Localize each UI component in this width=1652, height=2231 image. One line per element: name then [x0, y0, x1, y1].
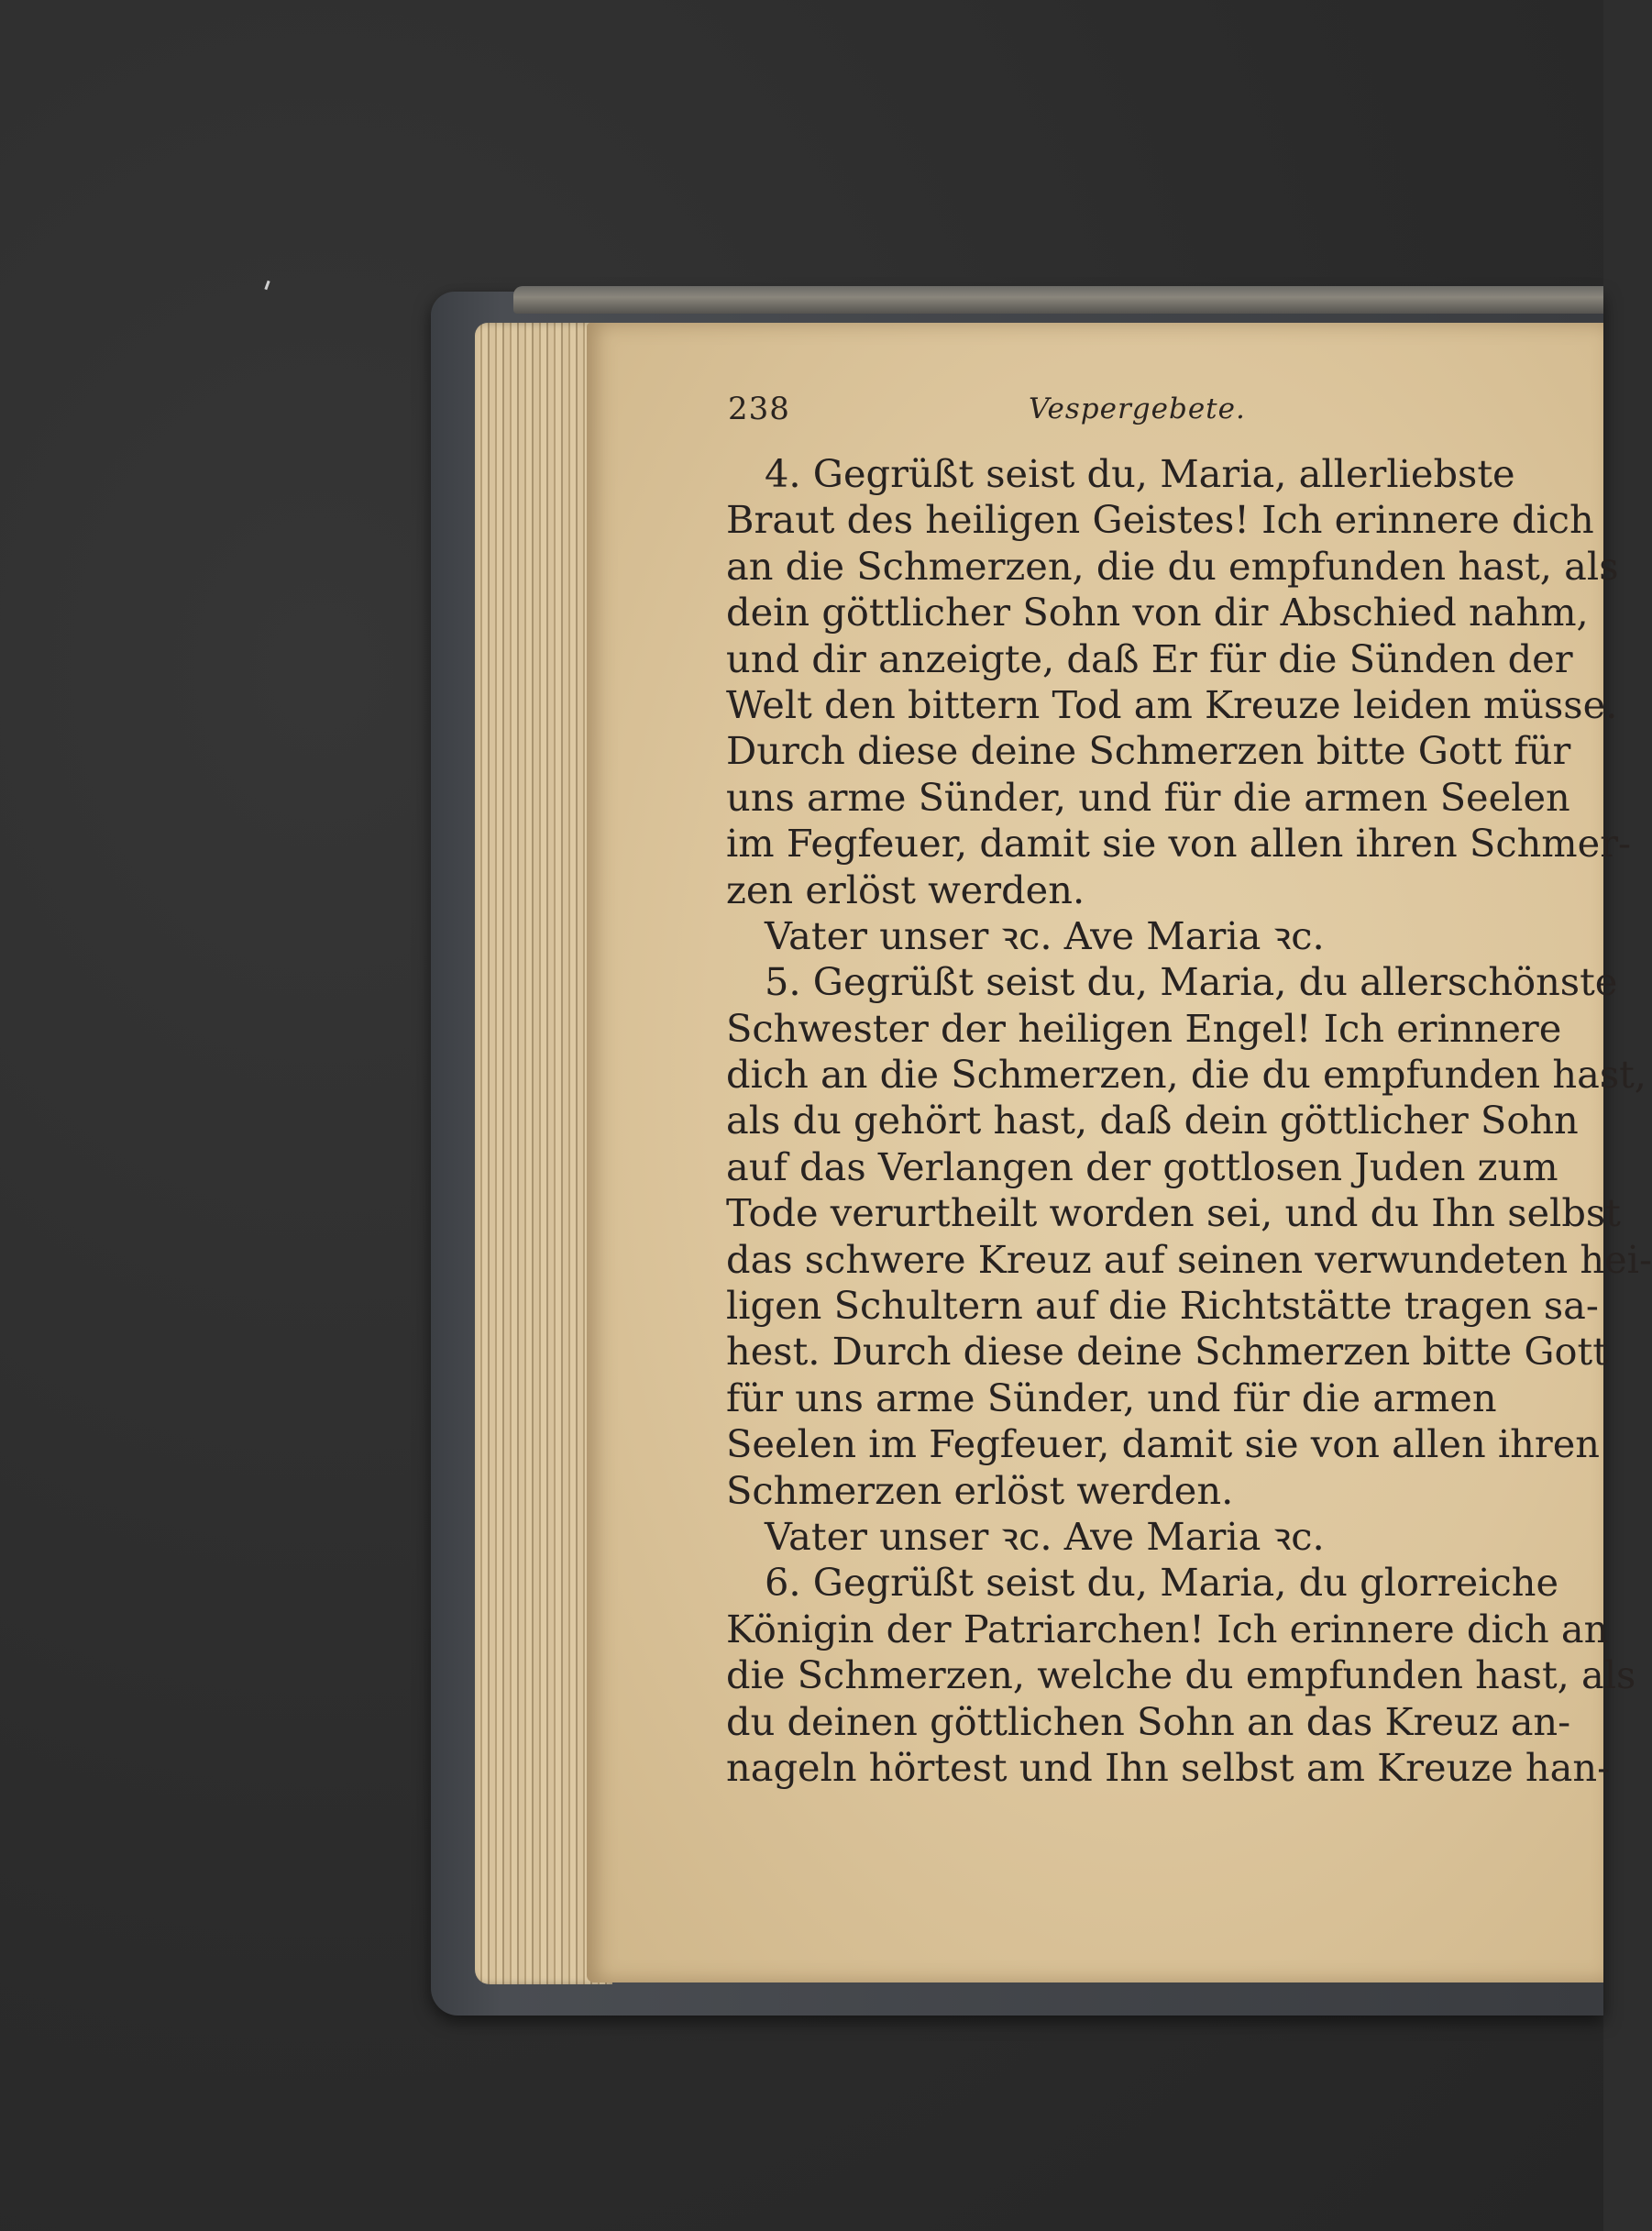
text-line: Welt den bittern Tod am Kreuze leiden müsse.: [726, 681, 1618, 727]
text-line: dich an die Schmerzen, die du empfunden hast,: [726, 1052, 1646, 1098]
book-page: [587, 323, 1652, 1982]
text-line: Königin der Patriarchen! Ich erinnere dich an: [726, 1606, 1609, 1651]
text-line: als du gehört hast, daß dein göttlicher Sohn: [726, 1098, 1579, 1143]
text-line: 4. Gegrüßt seist du, Maria, allerliebste: [765, 451, 1515, 496]
text-line: Vater unser ꝛc. Ave Maria ꝛc.: [765, 1513, 1325, 1559]
dust-speck: [264, 281, 270, 290]
book-spine-top: [513, 286, 1603, 314]
text-line: Vater unser ꝛc. Ave Maria ꝛc.: [765, 912, 1325, 958]
text-line: für uns arme Sünder, und für die armen: [726, 1375, 1497, 1420]
text-line: die Schmerzen, welche du empfunden hast, als: [726, 1652, 1636, 1698]
text-line: uns arme Sünder, und für die armen Seelen: [726, 774, 1570, 820]
running-head: [726, 391, 1487, 442]
text-line: Schmerzen erlöst werden.: [726, 1467, 1234, 1513]
text-line: das schwere Kreuz auf seinen verwundeten hei-: [726, 1236, 1652, 1282]
text-line: nageln hörtest und Ihn selbst am Kreuze han-: [726, 1744, 1611, 1790]
text-line: an die Schmerzen, die du empfunden hast, als: [726, 543, 1619, 589]
text-line: auf das Verlangen der gottlosen Juden zum: [726, 1143, 1558, 1189]
page-number: 238: [728, 391, 790, 427]
text-line: Schwester der heiligen Engel! Ich erinnere: [726, 1005, 1562, 1051]
page-heading: Vespergebete.: [1029, 392, 1246, 425]
text-line: hest. Durch diese deine Schmerzen bitte Gott: [726, 1329, 1608, 1375]
text-line: im Fegfeuer, damit sie von allen ihren Schmer-: [726, 821, 1632, 867]
text-line: ligen Schultern auf die Richtstätte tragen sa-: [726, 1283, 1599, 1329]
text-line: Tode verurtheilt worden sei, und du Ihn selbst: [726, 1190, 1621, 1236]
text-line: Durch diese deine Schmerzen bitte Gott für: [726, 728, 1571, 774]
text-line: zen erlöst werden.: [726, 867, 1085, 912]
text-line: und dir anzeigte, daß Er für die Sünden der: [726, 635, 1573, 681]
text-line: dein göttlicher Sohn von dir Abschied nahm,: [726, 590, 1589, 635]
text-line: 5. Gegrüßt seist du, Maria, du allerschönste: [765, 959, 1618, 1005]
body-text: [726, 451, 1652, 1791]
page-content: [726, 391, 1652, 1791]
text-line: Seelen im Fegfeuer, damit sie von allen ihren: [726, 1421, 1601, 1467]
text-line: du deinen göttlichen Sohn an das Kreuz an-: [726, 1698, 1571, 1744]
text-line: 6. Gegrüßt seist du, Maria, du glorreiche: [765, 1560, 1559, 1606]
text-line: Braut des heiligen Geistes! Ich erinnere dich: [726, 497, 1594, 543]
